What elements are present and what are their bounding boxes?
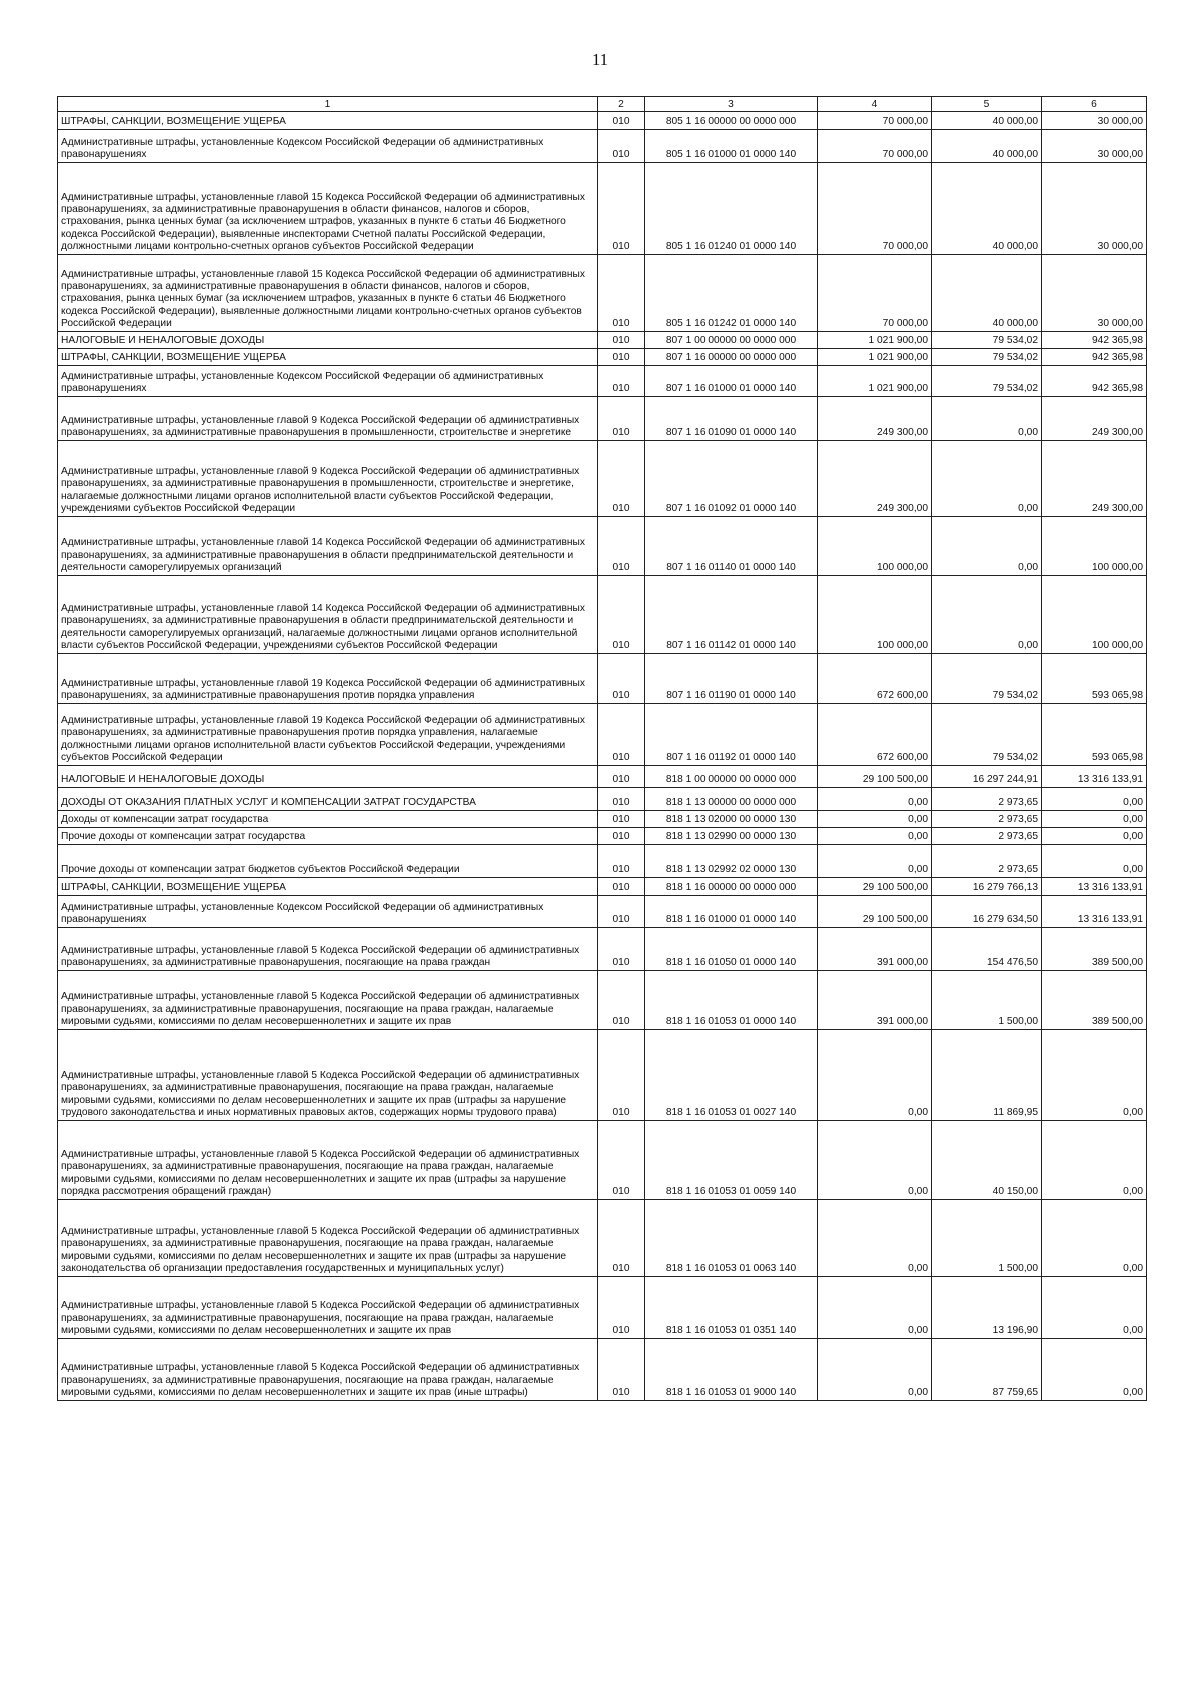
row-col-5: 40 000,00	[932, 130, 1042, 163]
row-col-4: 0,00	[818, 1339, 932, 1401]
row-col-4: 1 021 900,00	[818, 366, 932, 397]
header-col-5: 5	[932, 97, 1042, 112]
row-col-5: 1 500,00	[932, 1200, 1042, 1277]
row-col-4: 0,00	[818, 1200, 932, 1277]
row-budget-code: 818 1 16 01053 01 0000 140	[645, 971, 818, 1030]
table-row	[58, 349, 1147, 366]
row-line-code: 010	[598, 130, 645, 163]
revenue-table	[57, 96, 1147, 1401]
row-budget-code: 818 1 16 01053 01 0063 140	[645, 1200, 818, 1277]
row-col-4: 70 000,00	[818, 112, 932, 130]
row-col-4: 0,00	[818, 811, 932, 828]
row-line-code: 010	[598, 811, 645, 828]
row-budget-code: 807 1 16 01000 01 0000 140	[645, 366, 818, 397]
row-name: Административные штрафы, установленные главой 9 Кодекса Российской Федерации об административных правонарушениях, за административные правонарушения в промышленности, строительстве и энергетике	[58, 397, 598, 441]
row-col-4: 29 100 500,00	[818, 896, 932, 928]
row-col-6: 942 365,98	[1042, 366, 1147, 397]
row-name: НАЛОГОВЫЕ И НЕНАЛОГОВЫЕ ДОХОДЫ	[58, 766, 598, 788]
page-number: 11	[591, 50, 609, 69]
row-col-5: 0,00	[932, 576, 1042, 654]
row-col-6: 13 316 133,91	[1042, 766, 1147, 788]
row-budget-code: 818 1 13 02000 00 0000 130	[645, 811, 818, 828]
row-line-code: 010	[598, 878, 645, 896]
row-col-4: 0,00	[818, 845, 932, 878]
header-col-6: 6	[1042, 97, 1147, 112]
row-col-4: 0,00	[818, 1277, 932, 1339]
row-name: Административные штрафы, установленные Кодексом Российской Федерации об административных правонарушениях	[58, 130, 598, 163]
row-line-code: 010	[598, 704, 645, 766]
row-budget-code: 805 1 16 00000 00 0000 000	[645, 112, 818, 130]
row-budget-code: 818 1 16 01053 01 0351 140	[645, 1277, 818, 1339]
row-line-code: 010	[598, 366, 645, 397]
row-col-6: 0,00	[1042, 811, 1147, 828]
header-row	[58, 97, 1147, 112]
row-name: Административные штрафы, установленные главой 5 Кодекса Российской Федерации об административных правонарушениях, за административные правонарушения, посягающие на права граждан	[58, 928, 598, 971]
table-row	[58, 1121, 1147, 1200]
header-col-2: 2	[598, 97, 645, 112]
row-col-5: 79 534,02	[932, 349, 1042, 366]
row-col-6: 0,00	[1042, 1277, 1147, 1339]
table-row	[58, 788, 1147, 811]
row-col-6: 593 065,98	[1042, 704, 1147, 766]
header-col-1: 1	[58, 97, 598, 112]
row-col-5: 79 534,02	[932, 366, 1042, 397]
row-col-5: 79 534,02	[932, 654, 1042, 704]
row-name: Административные штрафы, установленные Кодексом Российской Федерации об административных правонарушениях	[58, 896, 598, 928]
row-line-code: 010	[598, 766, 645, 788]
row-budget-code: 818 1 16 01053 01 9000 140	[645, 1339, 818, 1401]
row-col-5: 40 000,00	[932, 163, 1042, 255]
row-col-6: 100 000,00	[1042, 576, 1147, 654]
row-line-code: 010	[598, 163, 645, 255]
row-name: Административные штрафы, установленные Кодексом Российской Федерации об административных правонарушениях	[58, 366, 598, 397]
row-budget-code: 807 1 16 01142 01 0000 140	[645, 576, 818, 654]
row-name: Административные штрафы, установленные главой 5 Кодекса Российской Федерации об административных правонарушениях, за административные правонарушения, посягающие на права граждан, налагаемые мировыми судьями, комиссиями по делам несовершеннолетних и защите их прав (штрафы за нарушение порядка рассмотрения обращений граждан)	[58, 1121, 598, 1200]
row-name: Административные штрафы, установленные главой 5 Кодекса Российской Федерации об административных правонарушениях, за административные правонарушения, посягающие на права граждан, налагаемые мировыми судьями, комиссиями по делам несовершеннолетних и защите их прав (штрафы за нарушение законодательства об организации предоставления государственных и муниципальных услуг)	[58, 1200, 598, 1277]
row-budget-code: 818 1 16 01053 01 0027 140	[645, 1030, 818, 1121]
row-col-6: 0,00	[1042, 788, 1147, 811]
row-line-code: 010	[598, 928, 645, 971]
table-row	[58, 332, 1147, 349]
row-name: Административные штрафы, установленные главой 15 Кодекса Российской Федерации об административных правонарушениях, за административные правонарушения в области финансов, налогов и сборов, страхования, рынка ценных бумаг (за исключением штрафов, указанных в пункте 6 статьи 46 Бюджетного кодекса Российской Федерации), выявленные инспекторами Счетной палаты Российской Федерации, должностными лицами контрольно-счетных органов субъектов Российской Федерации	[58, 163, 598, 255]
row-budget-code: 818 1 16 00000 00 0000 000	[645, 878, 818, 896]
row-col-6: 593 065,98	[1042, 654, 1147, 704]
row-line-code: 010	[598, 576, 645, 654]
row-budget-code: 807 1 16 01190 01 0000 140	[645, 654, 818, 704]
table-row	[58, 397, 1147, 441]
row-col-6: 30 000,00	[1042, 163, 1147, 255]
row-budget-code: 807 1 16 01092 01 0000 140	[645, 441, 818, 517]
table-row	[58, 576, 1147, 654]
row-col-6: 389 500,00	[1042, 971, 1147, 1030]
row-budget-code: 807 1 16 01140 01 0000 140	[645, 517, 818, 576]
row-name: Административные штрафы, установленные главой 5 Кодекса Российской Федерации об административных правонарушениях, за административные правонарушения, посягающие на права граждан, налагаемые мировыми судьями, комиссиями по делам несовершеннолетних и защите их прав (штрафы за нарушение трудового законодательства и иных нормативных правовых актов, содержащих нормы трудового права)	[58, 1030, 598, 1121]
table-row	[58, 255, 1147, 332]
row-line-code: 010	[598, 1339, 645, 1401]
row-col-6: 0,00	[1042, 828, 1147, 845]
header-col-4: 4	[818, 97, 932, 112]
row-col-5: 2 973,65	[932, 845, 1042, 878]
row-name: Административные штрафы, установленные главой 19 Кодекса Российской Федерации об административных правонарушениях, за административные правонарушения против порядка управления, налагаемые должностными лицами органов исполнительной власти субъектов Российской Федерации, учреждениями субъектов Российской Федерации	[58, 704, 598, 766]
row-name: Административные штрафы, установленные главой 5 Кодекса Российской Федерации об административных правонарушениях, за административные правонарушения, посягающие на права граждан, налагаемые мировыми судьями, комиссиями по делам несовершеннолетних и защите их прав	[58, 1277, 598, 1339]
row-col-5: 154 476,50	[932, 928, 1042, 971]
table-row	[58, 1030, 1147, 1121]
row-line-code: 010	[598, 845, 645, 878]
row-name: ШТРАФЫ, САНКЦИИ, ВОЗМЕЩЕНИЕ УЩЕРБА	[58, 878, 598, 896]
row-col-5: 79 534,02	[932, 332, 1042, 349]
row-budget-code: 818 1 13 02992 02 0000 130	[645, 845, 818, 878]
row-col-5: 40 150,00	[932, 1121, 1042, 1200]
row-name: Административные штрафы, установленные главой 14 Кодекса Российской Федерации об административных правонарушениях, за административные правонарушения в области предпринимательской деятельности и деятельности саморегулируемых организаций	[58, 517, 598, 576]
row-name: ШТРАФЫ, САНКЦИИ, ВОЗМЕЩЕНИЕ УЩЕРБА	[58, 349, 598, 366]
row-line-code: 010	[598, 971, 645, 1030]
table-row	[58, 704, 1147, 766]
row-line-code: 010	[598, 1277, 645, 1339]
table-row	[58, 878, 1147, 896]
row-col-6: 30 000,00	[1042, 255, 1147, 332]
row-col-6: 30 000,00	[1042, 112, 1147, 130]
row-name: ШТРАФЫ, САНКЦИИ, ВОЗМЕЩЕНИЕ УЩЕРБА	[58, 112, 598, 130]
row-name: Прочие доходы от компенсации затрат бюджетов субъектов Российской Федерации	[58, 845, 598, 878]
row-col-4: 1 021 900,00	[818, 332, 932, 349]
table-row	[58, 163, 1147, 255]
row-line-code: 010	[598, 332, 645, 349]
row-col-4: 672 600,00	[818, 654, 932, 704]
table-row	[58, 766, 1147, 788]
row-col-5: 1 500,00	[932, 971, 1042, 1030]
table-row	[58, 811, 1147, 828]
row-col-6: 942 365,98	[1042, 349, 1147, 366]
row-budget-code: 818 1 00 00000 00 0000 000	[645, 766, 818, 788]
row-col-6: 100 000,00	[1042, 517, 1147, 576]
table-row	[58, 112, 1147, 130]
table-row	[58, 1277, 1147, 1339]
row-col-4: 0,00	[818, 788, 932, 811]
row-col-5: 16 279 634,50	[932, 896, 1042, 928]
row-col-4: 249 300,00	[818, 441, 932, 517]
row-line-code: 010	[598, 397, 645, 441]
row-name: Административные штрафы, установленные главой 14 Кодекса Российской Федерации об административных правонарушениях, за административные правонарушения в области предпринимательской деятельности и деятельности саморегулируемых организаций, налагаемые должностными лицами органов исполнительной власти субъектов Российской Федерации, учреждениями субъектов Российской Федерации	[58, 576, 598, 654]
row-col-6: 0,00	[1042, 845, 1147, 878]
row-col-6: 13 316 133,91	[1042, 896, 1147, 928]
row-budget-code: 818 1 13 00000 00 0000 000	[645, 788, 818, 811]
table-row	[58, 441, 1147, 517]
table-row	[58, 971, 1147, 1030]
header-col-3: 3	[645, 97, 818, 112]
table-row	[58, 1200, 1147, 1277]
row-col-5: 2 973,65	[932, 811, 1042, 828]
row-line-code: 010	[598, 517, 645, 576]
row-budget-code: 807 1 16 00000 00 0000 000	[645, 349, 818, 366]
row-col-6: 0,00	[1042, 1121, 1147, 1200]
row-col-6: 249 300,00	[1042, 441, 1147, 517]
row-col-5: 2 973,65	[932, 788, 1042, 811]
row-budget-code: 805 1 16 01242 01 0000 140	[645, 255, 818, 332]
row-col-4: 672 600,00	[818, 704, 932, 766]
row-col-4: 1 021 900,00	[818, 349, 932, 366]
row-name: Прочие доходы от компенсации затрат государства	[58, 828, 598, 845]
row-line-code: 010	[598, 896, 645, 928]
row-col-5: 11 869,95	[932, 1030, 1042, 1121]
row-name: Административные штрафы, установленные главой 5 Кодекса Российской Федерации об административных правонарушениях, за административные правонарушения, посягающие на права граждан, налагаемые мировыми судьями, комиссиями по делам несовершеннолетних и защите их прав	[58, 971, 598, 1030]
row-name: Административные штрафы, установленные главой 9 Кодекса Российской Федерации об административных правонарушениях, за административные правонарушения в промышленности, строительстве и энергетике, налагаемые должностными лицами органов исполнительной власти субъектов Российской Федерации, учреждениями субъектов Российской Федерации	[58, 441, 598, 517]
row-line-code: 010	[598, 255, 645, 332]
row-col-4: 70 000,00	[818, 163, 932, 255]
table-row	[58, 845, 1147, 878]
row-budget-code: 807 1 00 00000 00 0000 000	[645, 332, 818, 349]
row-col-6: 0,00	[1042, 1200, 1147, 1277]
table-row	[58, 130, 1147, 163]
row-line-code: 010	[598, 1200, 645, 1277]
table-row	[58, 517, 1147, 576]
row-col-5: 87 759,65	[932, 1339, 1042, 1401]
table-row	[58, 366, 1147, 397]
row-col-5: 40 000,00	[932, 255, 1042, 332]
row-col-4: 391 000,00	[818, 928, 932, 971]
row-name: Административные штрафы, установленные главой 19 Кодекса Российской Федерации об административных правонарушениях, за административные правонарушения против порядка управления	[58, 654, 598, 704]
row-budget-code: 818 1 13 02990 00 0000 130	[645, 828, 818, 845]
row-col-4: 391 000,00	[818, 971, 932, 1030]
row-col-5: 0,00	[932, 397, 1042, 441]
row-col-5: 40 000,00	[932, 112, 1042, 130]
row-col-4: 100 000,00	[818, 517, 932, 576]
row-col-5: 0,00	[932, 517, 1042, 576]
row-col-4: 0,00	[818, 1121, 932, 1200]
row-budget-code: 807 1 16 01192 01 0000 140	[645, 704, 818, 766]
table-row	[58, 1339, 1147, 1401]
row-col-6: 249 300,00	[1042, 397, 1147, 441]
row-budget-code: 805 1 16 01000 01 0000 140	[645, 130, 818, 163]
row-col-5: 79 534,02	[932, 704, 1042, 766]
row-col-6: 942 365,98	[1042, 332, 1147, 349]
row-name: Административные штрафы, установленные главой 15 Кодекса Российской Федерации об административных правонарушениях, за административные правонарушения в области финансов, налогов и сборов, страхования, рынка ценных бумаг (за исключением штрафов, указанных в пункте 6 статьи 46 Бюджетного кодекса Российской Федерации), выявленные должностными лицами контрольно-счетных органов субъектов Российской Федерации	[58, 255, 598, 332]
row-budget-code: 807 1 16 01090 01 0000 140	[645, 397, 818, 441]
table-row	[58, 896, 1147, 928]
row-budget-code: 818 1 16 01000 01 0000 140	[645, 896, 818, 928]
row-col-4: 0,00	[818, 1030, 932, 1121]
row-col-6: 13 316 133,91	[1042, 878, 1147, 896]
table-row	[58, 654, 1147, 704]
row-line-code: 010	[598, 112, 645, 130]
row-col-5: 2 973,65	[932, 828, 1042, 845]
table-body	[58, 112, 1147, 1401]
row-line-code: 010	[598, 654, 645, 704]
table-row	[58, 828, 1147, 845]
row-col-6: 30 000,00	[1042, 130, 1147, 163]
row-col-4: 29 100 500,00	[818, 766, 932, 788]
row-budget-code: 805 1 16 01240 01 0000 140	[645, 163, 818, 255]
row-line-code: 010	[598, 788, 645, 811]
row-line-code: 010	[598, 1030, 645, 1121]
table-header	[58, 97, 1147, 112]
row-col-4: 70 000,00	[818, 255, 932, 332]
table-row	[58, 928, 1147, 971]
row-line-code: 010	[598, 1121, 645, 1200]
row-line-code: 010	[598, 441, 645, 517]
row-col-6: 0,00	[1042, 1339, 1147, 1401]
row-name: Доходы от компенсации затрат государства	[58, 811, 598, 828]
row-name: ДОХОДЫ ОТ ОКАЗАНИЯ ПЛАТНЫХ УСЛУГ И КОМПЕНСАЦИИ ЗАТРАТ ГОСУДАРСТВА	[58, 788, 598, 811]
row-budget-code: 818 1 16 01050 01 0000 140	[645, 928, 818, 971]
row-col-5: 16 279 766,13	[932, 878, 1042, 896]
row-col-4: 100 000,00	[818, 576, 932, 654]
row-col-4: 70 000,00	[818, 130, 932, 163]
row-col-5: 0,00	[932, 441, 1042, 517]
row-col-4: 249 300,00	[818, 397, 932, 441]
row-col-6: 389 500,00	[1042, 928, 1147, 971]
row-line-code: 010	[598, 828, 645, 845]
row-col-5: 16 297 244,91	[932, 766, 1042, 788]
row-col-5: 13 196,90	[932, 1277, 1042, 1339]
row-budget-code: 818 1 16 01053 01 0059 140	[645, 1121, 818, 1200]
row-col-6: 0,00	[1042, 1030, 1147, 1121]
row-col-4: 29 100 500,00	[818, 878, 932, 896]
row-line-code: 010	[598, 349, 645, 366]
row-col-4: 0,00	[818, 828, 932, 845]
row-name: Административные штрафы, установленные главой 5 Кодекса Российской Федерации об административных правонарушениях, за административные правонарушения, посягающие на права граждан, налагаемые мировыми судьями, комиссиями по делам несовершеннолетних и защите их прав (иные штрафы)	[58, 1339, 598, 1401]
row-name: НАЛОГОВЫЕ И НЕНАЛОГОВЫЕ ДОХОДЫ	[58, 332, 598, 349]
